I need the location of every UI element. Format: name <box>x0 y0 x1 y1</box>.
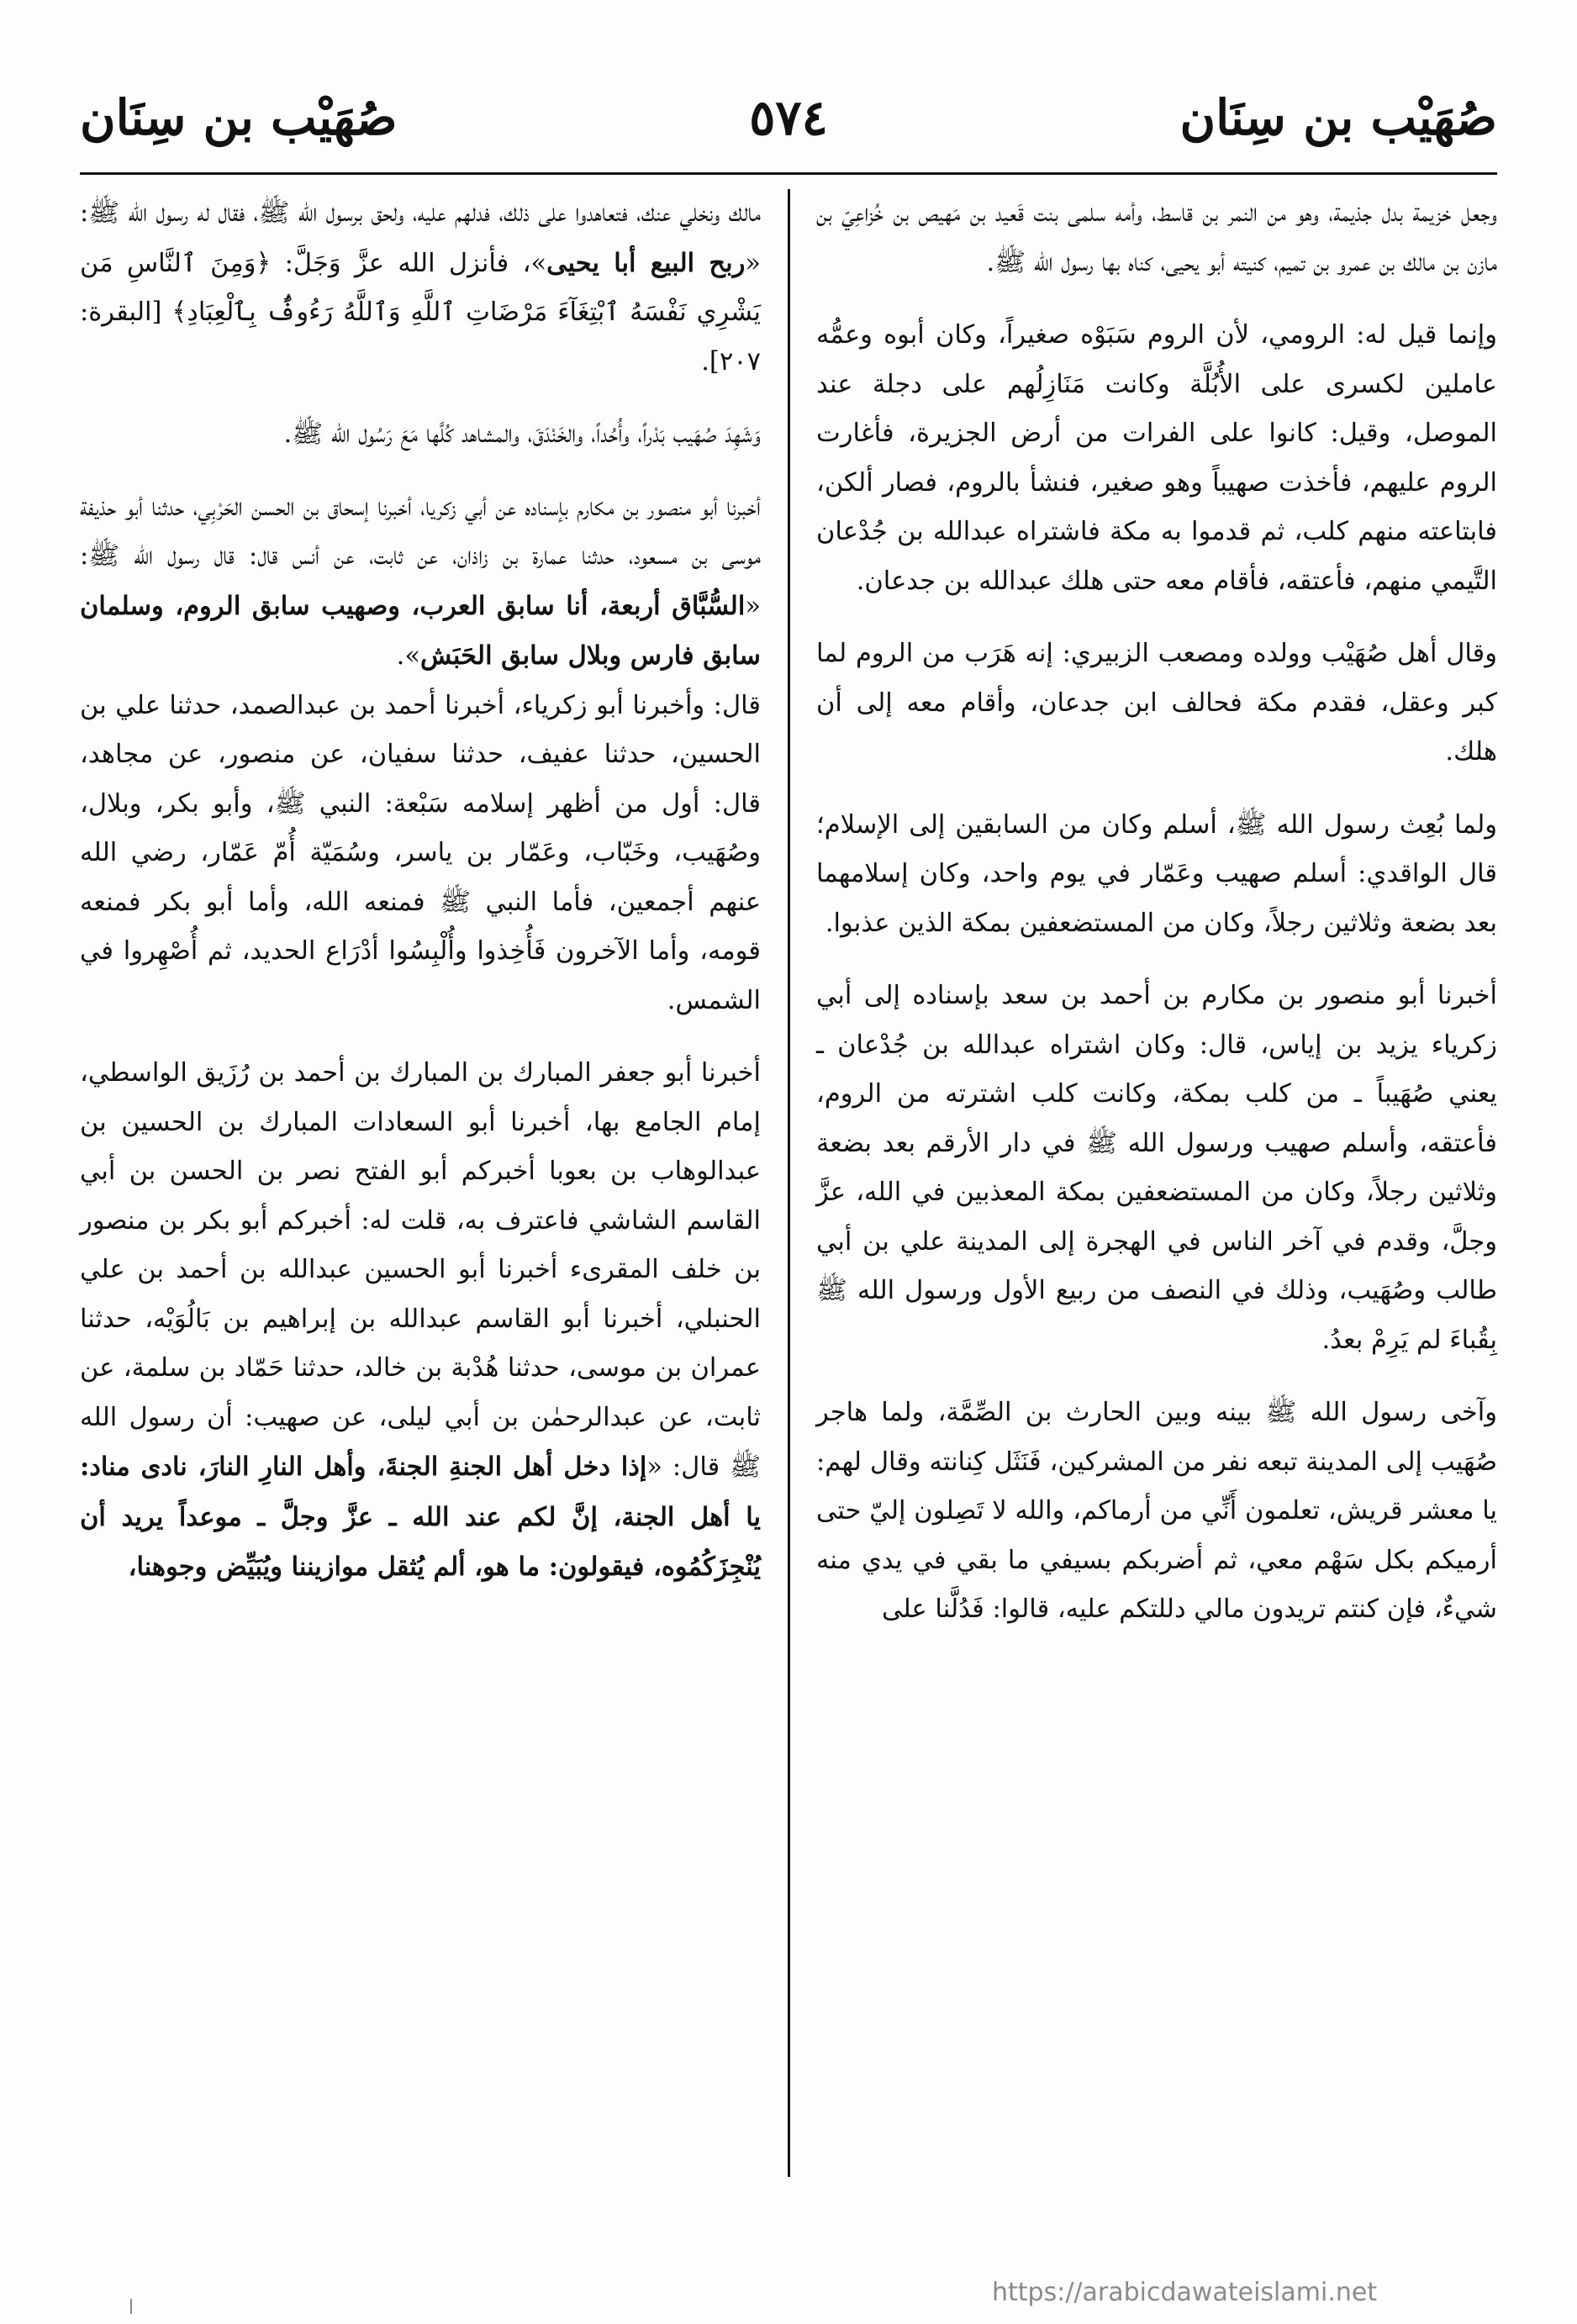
paragraph-text: أخبرنا أبو منصور بن مكارم بن أحمد بن سعد بإسناده إلى أبي زكرياء يزيد بن إياس، قال: وكان اشتراه عبدالله بن جُدْعان ـ يعني صُهَيباً ـ من كلب بمكة، وكانت كلب اشترته من الروم، فأعتقه، وأسلم صهيب ورسول الله ﷺ في دار الأرقم بعد بضعة وثلاثين رجلاً، وكان من المستضعفين بمكة المعذبين في الله، عزَّ وجلَّ، وقدم في آخر الناس في الهجرة إلى المدينة علي بن أبي طالب وصُهَيب، وذلك في النصف من ربيع الأول ورسول الله ﷺ بِقُباءَ لم يَرِمْ بعدُ. <box>816 981 1497 1355</box>
paragraph <box>816 1389 1497 1635</box>
paragraph-text: ». <box>396 641 421 671</box>
column-divider <box>788 189 790 2177</box>
paragraph-text: »، فأنزل الله عزَّ وَجَلَّ: ﴿وَمِنَ ٱلنَّاسِ مَن يَشْرِي نَفْسَهُ ٱبْتِغَآءَ مَرْضَاتِ ٱللَّهِ وَٱللَّهُ رَءُوفٌۢ بِٱلْعِبَادِ﴾ [البقرة: ٢٠٧]. <box>80 248 761 377</box>
paragraph-text: وإنما قيل له: الرومي، لأن الروم سَبَوْه صغيراً، وكان أبوه وعمُّه عاملين لكسرى على الأُبُلَّة وكانت مَنَازِلُهم على دجلة عند الموصل، وقيل: كانوا على الفرات من أرض الجزيرة، فأغارت الروم عليهم، فأخذت صهيباً وهو صغير، فنشأ بالروم، فصار ألكن، فابتاعته منهم كلب، ثم قدموا به مكة فاشتراه عبدالله بن جُدْعان التَّيمي منهم، فأعتقه، فأقام معه حتى هلك عبدالله بن جدعان. <box>816 320 1497 596</box>
paragraph <box>816 311 1497 606</box>
page-number: ٥٧٤ <box>749 89 828 146</box>
paragraph <box>816 630 1497 777</box>
paragraph <box>80 1049 761 1593</box>
running-title-left: صُهَيْب بن سِنَان <box>80 89 398 146</box>
paragraph-text: وَشَهِدَ صُهَيب بَدْراً، وأُحُداً، والخَنْدَقَ، والمشاهد كُلَّها مَعَ رَسُول الله ﷺ. <box>283 419 761 449</box>
watermark-url: https://arabicdawateislami.net <box>992 2278 1378 2307</box>
paragraph <box>80 410 761 460</box>
hadith-text: السُّبَّاق أربعة، أنا سابق العرب، وصهيب سابق الروم، وسلمان سابق فارس وبلال سابق الحَبَش <box>80 590 761 671</box>
hadith-text: ربح البيع أبا يحيى <box>546 247 746 278</box>
paragraph <box>80 189 761 387</box>
paragraph-text: وقال أهل صُهَيْب وولده ومصعب الزبيري: إنه هَرَب من الروم لما كبر وعقل، فقدم مكة فحالف ابن جدعان، وأقام معه إلى أن هلك. <box>816 639 1497 767</box>
paragraph <box>816 972 1497 1365</box>
header-rule <box>80 172 1497 175</box>
paragraph-text: وآخى رسول الله ﷺ بينه وبين الحارث بن الصِّمَّة، ولما هاجر صُهَيب إلى المدينة تبعه نفر من المشركين، فَنَثَل كِنانته وقال لهم: يا معشر قريش، تعلمون أَنِّي من أرماكم، والله لا تَصِلون إليّ حتى أرميكم بكل سَهْم معي، ثم أضربكم بسيفي ما بقي في يدي منه شيءٌ، فإن كنتم تريدون مالي دللتكم عليه، قالوا: فَدُلَّنا على <box>816 1398 1497 1624</box>
paragraph <box>816 801 1497 949</box>
paragraph <box>80 682 761 1026</box>
paragraph-text: وجعل خزيمة بدل جذيمة، وهو من النمر بن قاسط، وأمه سلمى بنت قَعيد بن مَهيص بن خُزاعِيّ بن مازن بن مالك بن عمرو بن تميم، كنيته أبو يحيى، كناه بها رسول الله ﷺ. <box>816 198 1497 277</box>
paragraph-text: ولما بُعِث رسول الله ﷺ، أسلم وكان من السابقين إلى الإسلام؛ قال الواقدي: أسلم صهيب وعَمّار في يوم واحد، وكان إسلامهما بعد بضعة وثلاثين رجلاً، وكان من المستضعفين بمكة الذين عذبوا. <box>816 809 1497 938</box>
paragraph-text: أخبرنا أبو منصور بن مكارم بإسناده عن أبي زكريا، أخبرنا إسحاق بن الحسن الحَرْبِي، حدثنا أبو حذيفة موسى بن مسعود، حدثنا عمارة بن زاذان، عن ثابت، عن أنس قال: قال رسول الله ﷺ: « <box>80 492 761 621</box>
hadith-text: إذا دخل أهل الجنةِ الجنةَ، وأهل النارِ النارَ، نادى مناد: يا أهل الجنة، إنَّ لكم عند الله ـ عزَّ وجلَّ ـ موعداً يريد أن يُنْجِزَكُمُوه، فيقولون: ما هو، ألم يُثقل موازيننا ويُبَيِّض وجوهنا، <box>80 1452 761 1582</box>
left-column <box>80 189 761 1593</box>
paragraph-text: أخبرنا أبو جعفر المبارك بن المبارك بن أحمد بن رُزَيق الواسطي، إمام الجامع بها، أخبرنا أبو السعادات المبارك بن الحسين بن عبدالوهاب بن بعوبا أخبركم أبو الفتح نصر بن الحسن بن أبي القاسم الشاشي فاعترف به، قلت له: أخبركم أبو بكر بن منصور بن خلف المقرىء أخبرنا أبو الحسين عبدالله بن أحمد بن علي الحنبلي، أخبرنا أبو القاسم عبدالله بن إبراهيم بن بَالُوَيْه، حدثنا عمران بن موسى، حدثنا هُدْبة بن خالد، حدثنا حَمّاد بن سلمة، عن ثابت، عن عبدالرحمٰن بن أبي ليلى، عن صهيب: أن رسول الله ﷺ قال: « <box>80 1058 761 1482</box>
paragraph-text: مالك ونخلي عنك، فتعاهدوا على ذلك، فدلهم عليه، ولحق برسول الله ﷺ، فقال له رسول الله ﷺ: « <box>80 198 761 278</box>
right-column <box>816 189 1497 1635</box>
running-title-right: صُهَيْب بن سِنَان <box>1179 89 1497 146</box>
paragraph <box>80 483 761 682</box>
paragraph-text: قال: وأخبرنا أبو زكرياء، أخبرنا أحمد بن عبدالصمد، حدثنا علي بن الحسين، حدثنا عفيف، حدثنا سفيان، عن منصور، عن مجاهد، قال: أول من أظهر إسلامه سَبْعة: النبي ﷺ، وأبو بكر، وبلال، وصُهَيب، وخَبّاب، وعَمّار بن ياسر، وسُمَيّة أُمّ عَمّار، رضي الله عنهم أجمعين، فأما النبي ﷺ فمنعه الله، وأما أبو بكر فمنعه قومه، وأما الآخرون فَأُخِذوا وأُلْبِسُوا أدْرَاع الحديد، ثم أُصْهِروا في الشمس. <box>80 690 761 1015</box>
scan-mark <box>130 2299 132 2314</box>
page-header <box>80 76 1497 160</box>
paragraph <box>816 189 1497 287</box>
